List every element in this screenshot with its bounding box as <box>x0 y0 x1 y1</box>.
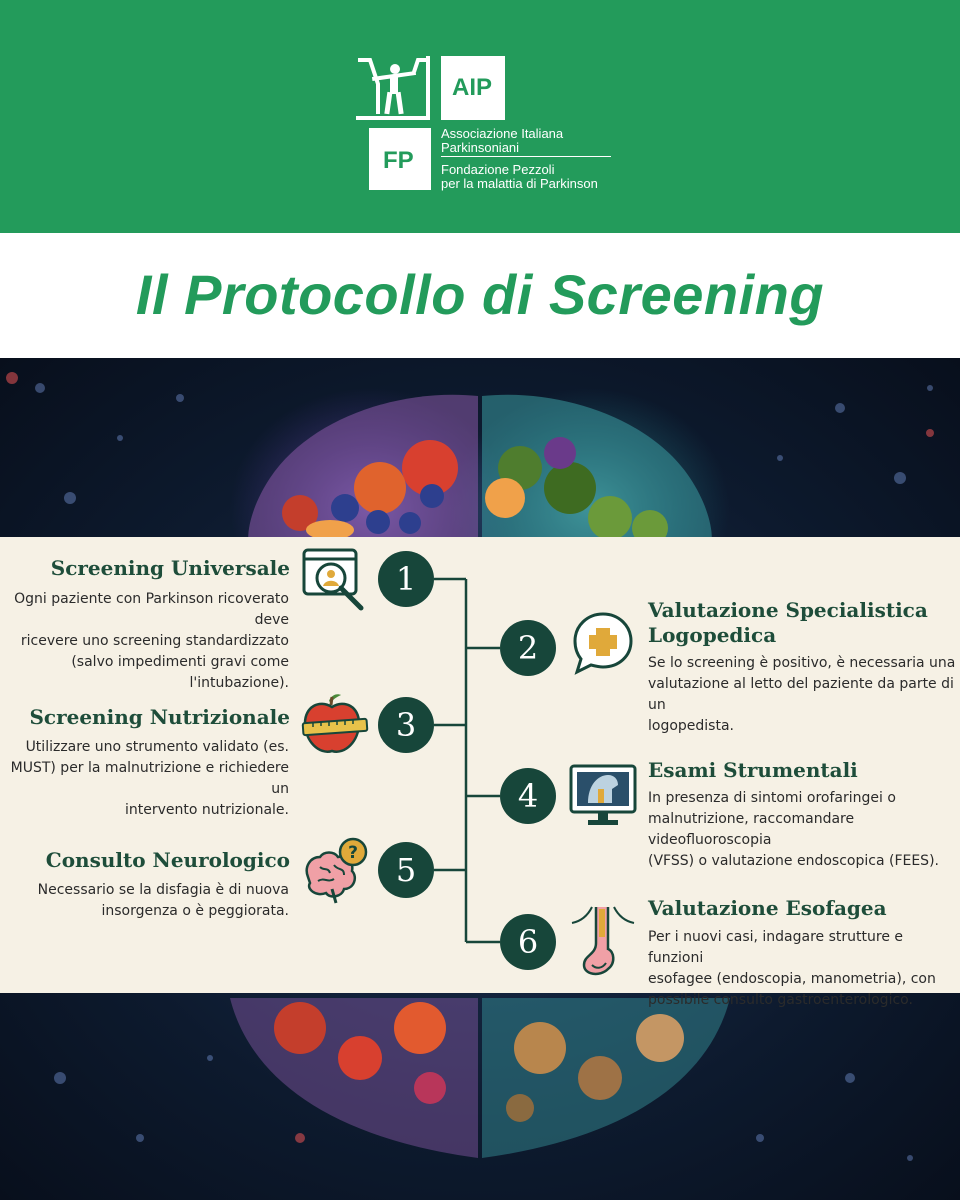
step-2-title: Valutazione Specialistica <box>648 598 928 622</box>
step-1-desc-line: l'intubazione). <box>189 675 289 691</box>
step-1-desc-line: ricevere uno screening standardizzato <box>20 633 289 649</box>
step-4-desc-line: (VFSS) o valutazione endoscopica (FEES). <box>648 853 939 869</box>
svg-text:?: ? <box>348 843 358 863</box>
fp-logo <box>369 128 431 190</box>
step-6-desc-line: esofagee (endoscopia, manometria), con <box>648 971 936 987</box>
step-2-number-badge: 2 <box>500 620 556 676</box>
org1-name <box>441 127 563 155</box>
step-6-desc <box>648 927 960 1011</box>
speech-bubble-plus-icon <box>571 610 635 681</box>
step-3-title: Screening Nutrizionale <box>29 705 290 729</box>
step-2-desc-line: valutazione al letto del paziente da parte di un <box>648 676 954 713</box>
fp-logo-text: FP <box>383 147 414 174</box>
step-6-desc-line: Per i nuovi casi, indagare strutture e funzioni <box>648 929 903 966</box>
step-1-desc-line: (salvo impedimenti gravi come <box>71 654 289 670</box>
step-3-desc-line: Utilizzare uno strumento validato (es. <box>25 739 289 755</box>
step-1-desc <box>0 589 289 694</box>
org2-name <box>441 163 598 191</box>
header-banner <box>0 0 960 233</box>
step-4-number-badge: 4 <box>500 768 556 824</box>
step-5-desc-line: insorgenza o è peggiorata. <box>101 903 289 919</box>
esophagus-stomach-icon <box>568 903 638 982</box>
step-5-desc-line: Necessario se la disfagia è di nuova <box>37 882 289 898</box>
step-2-desc-line: logopedista. <box>648 718 734 734</box>
apple-measuring-tape-icon <box>299 691 369 764</box>
step-1-desc-line: Ogni paziente con Parkinson ricoverato deve <box>14 591 289 628</box>
step-4-desc-line: malnutrizione, raccomandare videofluoroscopia <box>648 811 855 848</box>
step-5-title: Consulto Neurologico <box>45 848 290 872</box>
step-3-desc <box>0 737 289 821</box>
step-2-desc <box>648 653 960 737</box>
logo-divider <box>441 156 611 157</box>
protocol-panel <box>0 537 960 1008</box>
aip-figure-logo-icon <box>356 56 430 120</box>
brain-question-icon <box>300 837 370 912</box>
step-3-number-badge: 3 <box>378 697 434 753</box>
step-2-desc-line: Se lo screening è positivo, è necessaria una <box>648 655 956 671</box>
org2-line2: per la malattia di Parkinson <box>441 176 598 191</box>
profile-search-icon <box>301 546 369 619</box>
step-3-desc-line: intervento nutrizionale. <box>125 802 289 818</box>
step-4-desc-line: In presenza di sintomi orofaringei o <box>648 790 896 806</box>
step-5-desc <box>38 880 289 922</box>
page-title: Il Protocollo di Screening <box>135 263 825 326</box>
monitor-xray-icon <box>568 763 638 836</box>
step-3-desc-line: MUST) per la malnutrizione e richiedere un <box>10 760 289 797</box>
step-6-number-badge: 6 <box>500 914 556 970</box>
step-6-title: Valutazione Esofagea <box>648 896 887 920</box>
step-5-number-badge: 5 <box>378 842 434 898</box>
step-1-number-badge: 1 <box>378 551 434 607</box>
aip-logo <box>441 56 505 120</box>
aip-logo-text: AIP <box>452 74 493 101</box>
step-4-title: Esami Strumentali <box>648 758 858 782</box>
org1-line1: Associazione Italiana <box>441 126 564 141</box>
step-2-title-line2: Logopedica <box>648 623 777 647</box>
step-6-desc-line: possibile consulto gastroenterologico. <box>648 992 913 1008</box>
step-1-title: Screening Universale <box>50 556 290 580</box>
org1-line2: Parkinsoniani <box>441 140 520 155</box>
org2-line1: Fondazione Pezzoli <box>441 162 555 177</box>
step-4-desc <box>648 788 960 872</box>
